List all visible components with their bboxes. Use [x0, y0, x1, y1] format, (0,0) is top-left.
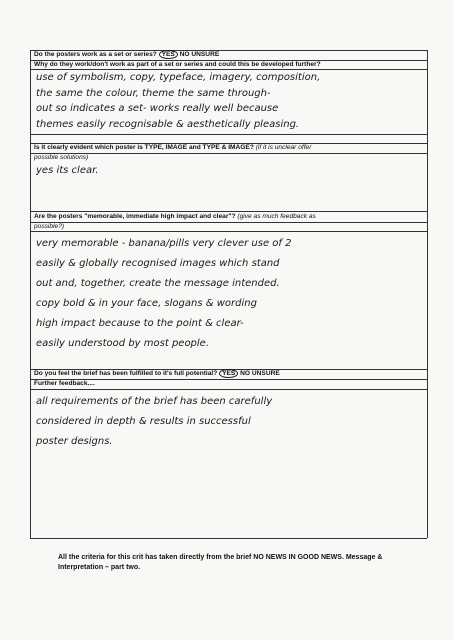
answer-line: poster designs.: [36, 436, 113, 447]
option-no[interactable]: NO: [240, 370, 251, 377]
option-unsure[interactable]: UNSURE: [251, 370, 280, 377]
answer-line: all requirements of the brief has been carefully: [36, 396, 273, 407]
footer-note: All the criteria for this crit has taken directly from the brief NO NEWS IN GOOD NEWS. Message & Interpretation – part two.: [58, 554, 383, 571]
row-divider: [30, 389, 427, 390]
handwritten-answer-why-work: [36, 70, 424, 132]
form-bottom-border: [30, 538, 427, 539]
question-note: possible?): [34, 223, 65, 230]
answer-line: copy bold & in your face, slogans & wording: [36, 298, 257, 309]
answer-line: out so indicates a set- works really well because: [36, 103, 279, 114]
question-further-feedback: [34, 380, 424, 388]
question-note: (if it is unclear offer: [255, 144, 312, 151]
row-divider: [30, 231, 427, 232]
answer-line: themes easily recognisable & aesthetically pleasing.: [36, 118, 300, 130]
question-type-image: [34, 144, 424, 152]
answer-line: very memorable - banana/pills very clever use of 2: [36, 238, 292, 249]
question-text: Do the posters work as a set or series?: [34, 51, 157, 58]
form-left-border: [30, 50, 31, 538]
option-unsure[interactable]: UNSURE: [191, 51, 220, 58]
question-set-or-series: [34, 51, 424, 59]
row-divider: [30, 134, 427, 135]
handwritten-answer-feedback: [36, 392, 424, 452]
option-yes-circled[interactable]: YES: [219, 369, 238, 378]
question-text: Why do they work/don't work as part of a set or series and could this be developed further?: [34, 61, 321, 68]
answer-line: yes its clear.: [36, 165, 99, 176]
question-brief-fulfilled: [34, 370, 424, 378]
row-divider: [30, 211, 427, 212]
handwritten-answer-memorable: [36, 234, 424, 354]
form-right-border: [427, 50, 428, 538]
answer-line: out and, together, create the message intended.: [36, 278, 280, 289]
answer-line: high impact because to the point & clear-: [36, 318, 244, 329]
question-note: (give as much feedback as: [237, 213, 316, 220]
answer-line: easily & globally recognised images which stand: [36, 258, 280, 269]
question-text: Do you feel the brief has been fulfilled to it's full potential?: [34, 370, 218, 377]
option-no[interactable]: NO: [179, 51, 190, 58]
question-memorable-note: [34, 223, 424, 231]
answer-line: use of symbolism, copy, typeface, imagery, composition,: [36, 72, 321, 83]
answer-line: the same the colour, theme the same through-: [36, 87, 271, 99]
question-text: Is it clearly evident which poster is TYPE, IMAGE and TYPE & IMAGE?: [34, 144, 254, 151]
question-why-work: [34, 61, 424, 69]
question-type-image-note: [34, 154, 424, 162]
question-text: Further feedback....: [34, 380, 95, 387]
question-memorable: [34, 213, 424, 221]
option-yes-circled[interactable]: YES: [159, 50, 178, 59]
question-text: Are the posters "memorable, immediate high impact and clear"?: [34, 213, 236, 220]
answer-line: easily understood by most people.: [36, 338, 210, 349]
question-note: possible solutions): [34, 154, 89, 161]
handwritten-answer-type-image: [36, 163, 424, 179]
answer-line: considered in depth & results in successful: [36, 416, 251, 427]
